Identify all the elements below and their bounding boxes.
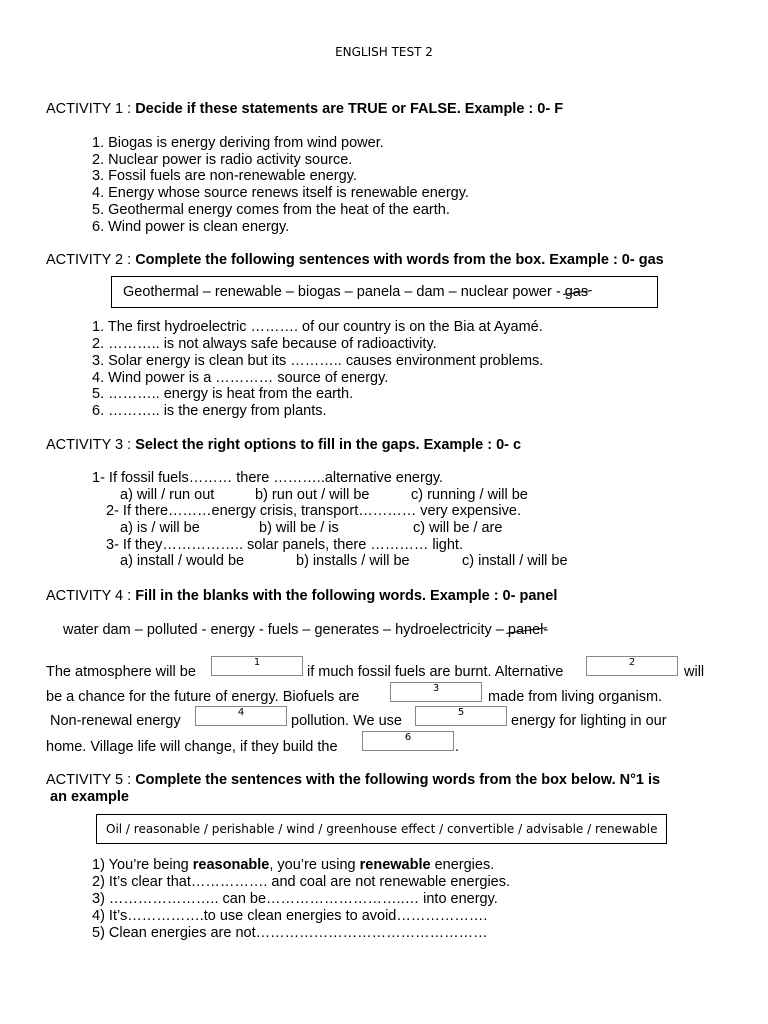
a3-question-1: 1- If fossil fuels……… there ………..alternative energy.	[92, 470, 444, 486]
activity-5-heading	[46, 772, 660, 788]
a5-item-1-part-a: 1) You’re being	[92, 857, 193, 873]
a1-item-6: 6. Wind power is clean energy.	[92, 219, 290, 235]
a4-blank-1-number: 1	[253, 657, 261, 668]
a5-item-2: 2) It’s clear that……………. and coal are not renewable energies.	[92, 874, 511, 890]
a4-blank-4-number: 4	[237, 707, 245, 718]
activity-5-instruction: Complete the sentences with the following words from the box below. N°1 is	[135, 772, 661, 788]
a2-item-2: 2. ……….. is not always safe because of radioactivity.	[92, 336, 437, 352]
activity-1-heading	[46, 101, 563, 117]
a1-item-3: 3. Fossil fuels are non-renewable energy.	[92, 168, 357, 184]
a4-text-4b: .	[455, 739, 460, 755]
a5-item-1-part-c: , you’re using	[269, 857, 360, 873]
a3-q1-option-c: c) running / will be	[411, 487, 528, 503]
a1-item-1: 1. Biogas is energy deriving from wind power.	[92, 135, 384, 151]
activity-2-heading	[46, 252, 664, 268]
a3-question-3: 3- If they…………….. solar panels, there ………… light.	[106, 537, 463, 553]
a5-item-1-answer-2: renewable	[359, 857, 431, 873]
activity-2-label: ACTIVITY 2 :	[46, 252, 136, 268]
a5-item-1-answer-1: reasonable	[192, 857, 270, 873]
a4-word-list	[63, 622, 548, 638]
a4-text-3a: Non-renewal energy	[50, 713, 181, 729]
a2-item-5: 5. ……….. energy is heat from the earth.	[92, 386, 354, 402]
a5-item-3: 3) ………………….. can be………………………..… into energy.	[92, 891, 498, 907]
a4-text-1a: The atmosphere will be	[46, 664, 196, 680]
activity-5-instruction-2: an example	[50, 789, 129, 805]
a4-text-2b: made from living organism.	[488, 689, 663, 705]
a5-item-1-part-e: energies.	[430, 857, 495, 873]
a5-item-5: 5) Clean energies are not…………………………………………	[92, 925, 488, 941]
a3-q1-option-a: a) will / run out	[120, 487, 215, 503]
activity-5-label: ACTIVITY 5 :	[46, 772, 136, 788]
a4-blank-6[interactable]	[362, 731, 454, 751]
a2-word-box	[111, 276, 658, 308]
a3-q1-option-b: b) run out / will be	[255, 487, 370, 503]
activity-2-instruction: Complete the following sentences with words from the box. Example : 0- gas	[135, 252, 664, 268]
a3-q2-option-c: c) will be / are	[413, 520, 503, 536]
a4-text-2a: be a chance for the future of energy. Biofuels are	[46, 689, 360, 705]
a4-blank-2-number: 2	[628, 657, 636, 668]
page-title: ENGLISH TEST 2	[335, 45, 433, 59]
a1-item-2: 2. Nuclear power is radio activity source.	[92, 152, 353, 168]
a4-text-3b: pollution. We use	[291, 713, 402, 729]
activity-3-instruction: Select the right options to fill in the gaps. Example : 0- c	[135, 437, 522, 453]
a4-blank-1[interactable]	[211, 656, 303, 676]
a3-q3-option-b: b) installs / will be	[296, 553, 410, 569]
a2-struck-example-word: gas	[565, 277, 588, 307]
a3-q2-option-b: b) will be / is	[259, 520, 339, 536]
a4-blank-4[interactable]	[195, 706, 287, 726]
a4-blank-6-number: 6	[404, 732, 412, 743]
a5-item-1	[92, 857, 494, 873]
activity-1-instruction: Decide if these statements are TRUE or FALSE. Example : 0- F	[135, 101, 564, 117]
a1-item-4: 4. Energy whose source renews itself is renewable energy.	[92, 185, 469, 201]
a4-text-1c: will	[684, 664, 705, 680]
activity-5-heading-cont	[50, 789, 129, 805]
a3-q3-option-c: c) install / will be	[462, 553, 568, 569]
a4-blank-5-number: 5	[457, 707, 465, 718]
a5-item-4: 4) It’s…………….to use clean energies to avoid……………….	[92, 908, 488, 924]
activity-4-heading	[46, 588, 557, 604]
a4-struck-example-word: panel	[507, 622, 544, 638]
activity-4-label: ACTIVITY 4 :	[46, 588, 136, 604]
a3-q3-option-a: a) install / would be	[120, 553, 245, 569]
a1-item-5: 5. Geothermal energy comes from the heat of the earth.	[92, 202, 450, 218]
a4-blank-2[interactable]	[586, 656, 678, 676]
a4-text-4a: home. Village life will change, if they build the	[46, 739, 338, 755]
a2-word-list: Geothermal – renewable – biogas – panela – dam – nuclear power -	[123, 284, 565, 300]
activity-4-instruction: Fill in the blanks with the following words. Example : 0- panel	[135, 588, 558, 604]
a5-word-list: Oil / reasonable / perishable / wind / greenhouse effect / convertible / advisable / renewable	[106, 822, 658, 836]
a4-text-1b: if much fossil fuels are burnt. Alternative	[307, 664, 564, 680]
a5-word-box	[96, 814, 667, 844]
a3-q2-option-a: a) is / will be	[120, 520, 200, 536]
a4-blank-3-number: 3	[432, 683, 440, 694]
a2-item-6: 6. ……….. is the energy from plants.	[92, 403, 327, 419]
activity-1-label: ACTIVITY 1 :	[46, 101, 136, 117]
activity-3-label: ACTIVITY 3 :	[46, 437, 136, 453]
a4-words-end: -	[543, 622, 549, 638]
a4-text-3c: energy for lighting in our	[511, 713, 667, 729]
a3-question-2: 2- If there………energy crisis, transport………… very expensive.	[106, 503, 521, 519]
a4-blank-5[interactable]	[415, 706, 507, 726]
a2-item-1: 1. The first hydroelectric ………. of our country is on the Bia at Ayamé.	[92, 319, 543, 335]
a4-words: water dam – polluted - energy - fuels – generates – hydroelectricity –	[63, 622, 508, 638]
a2-item-4: 4. Wind power is a ………… source of energy.	[92, 370, 389, 386]
a2-item-3: 3. Solar energy is clean but its ……….. causes environment problems.	[92, 353, 544, 369]
activity-3-heading	[46, 437, 521, 453]
a4-blank-3[interactable]	[390, 682, 482, 702]
